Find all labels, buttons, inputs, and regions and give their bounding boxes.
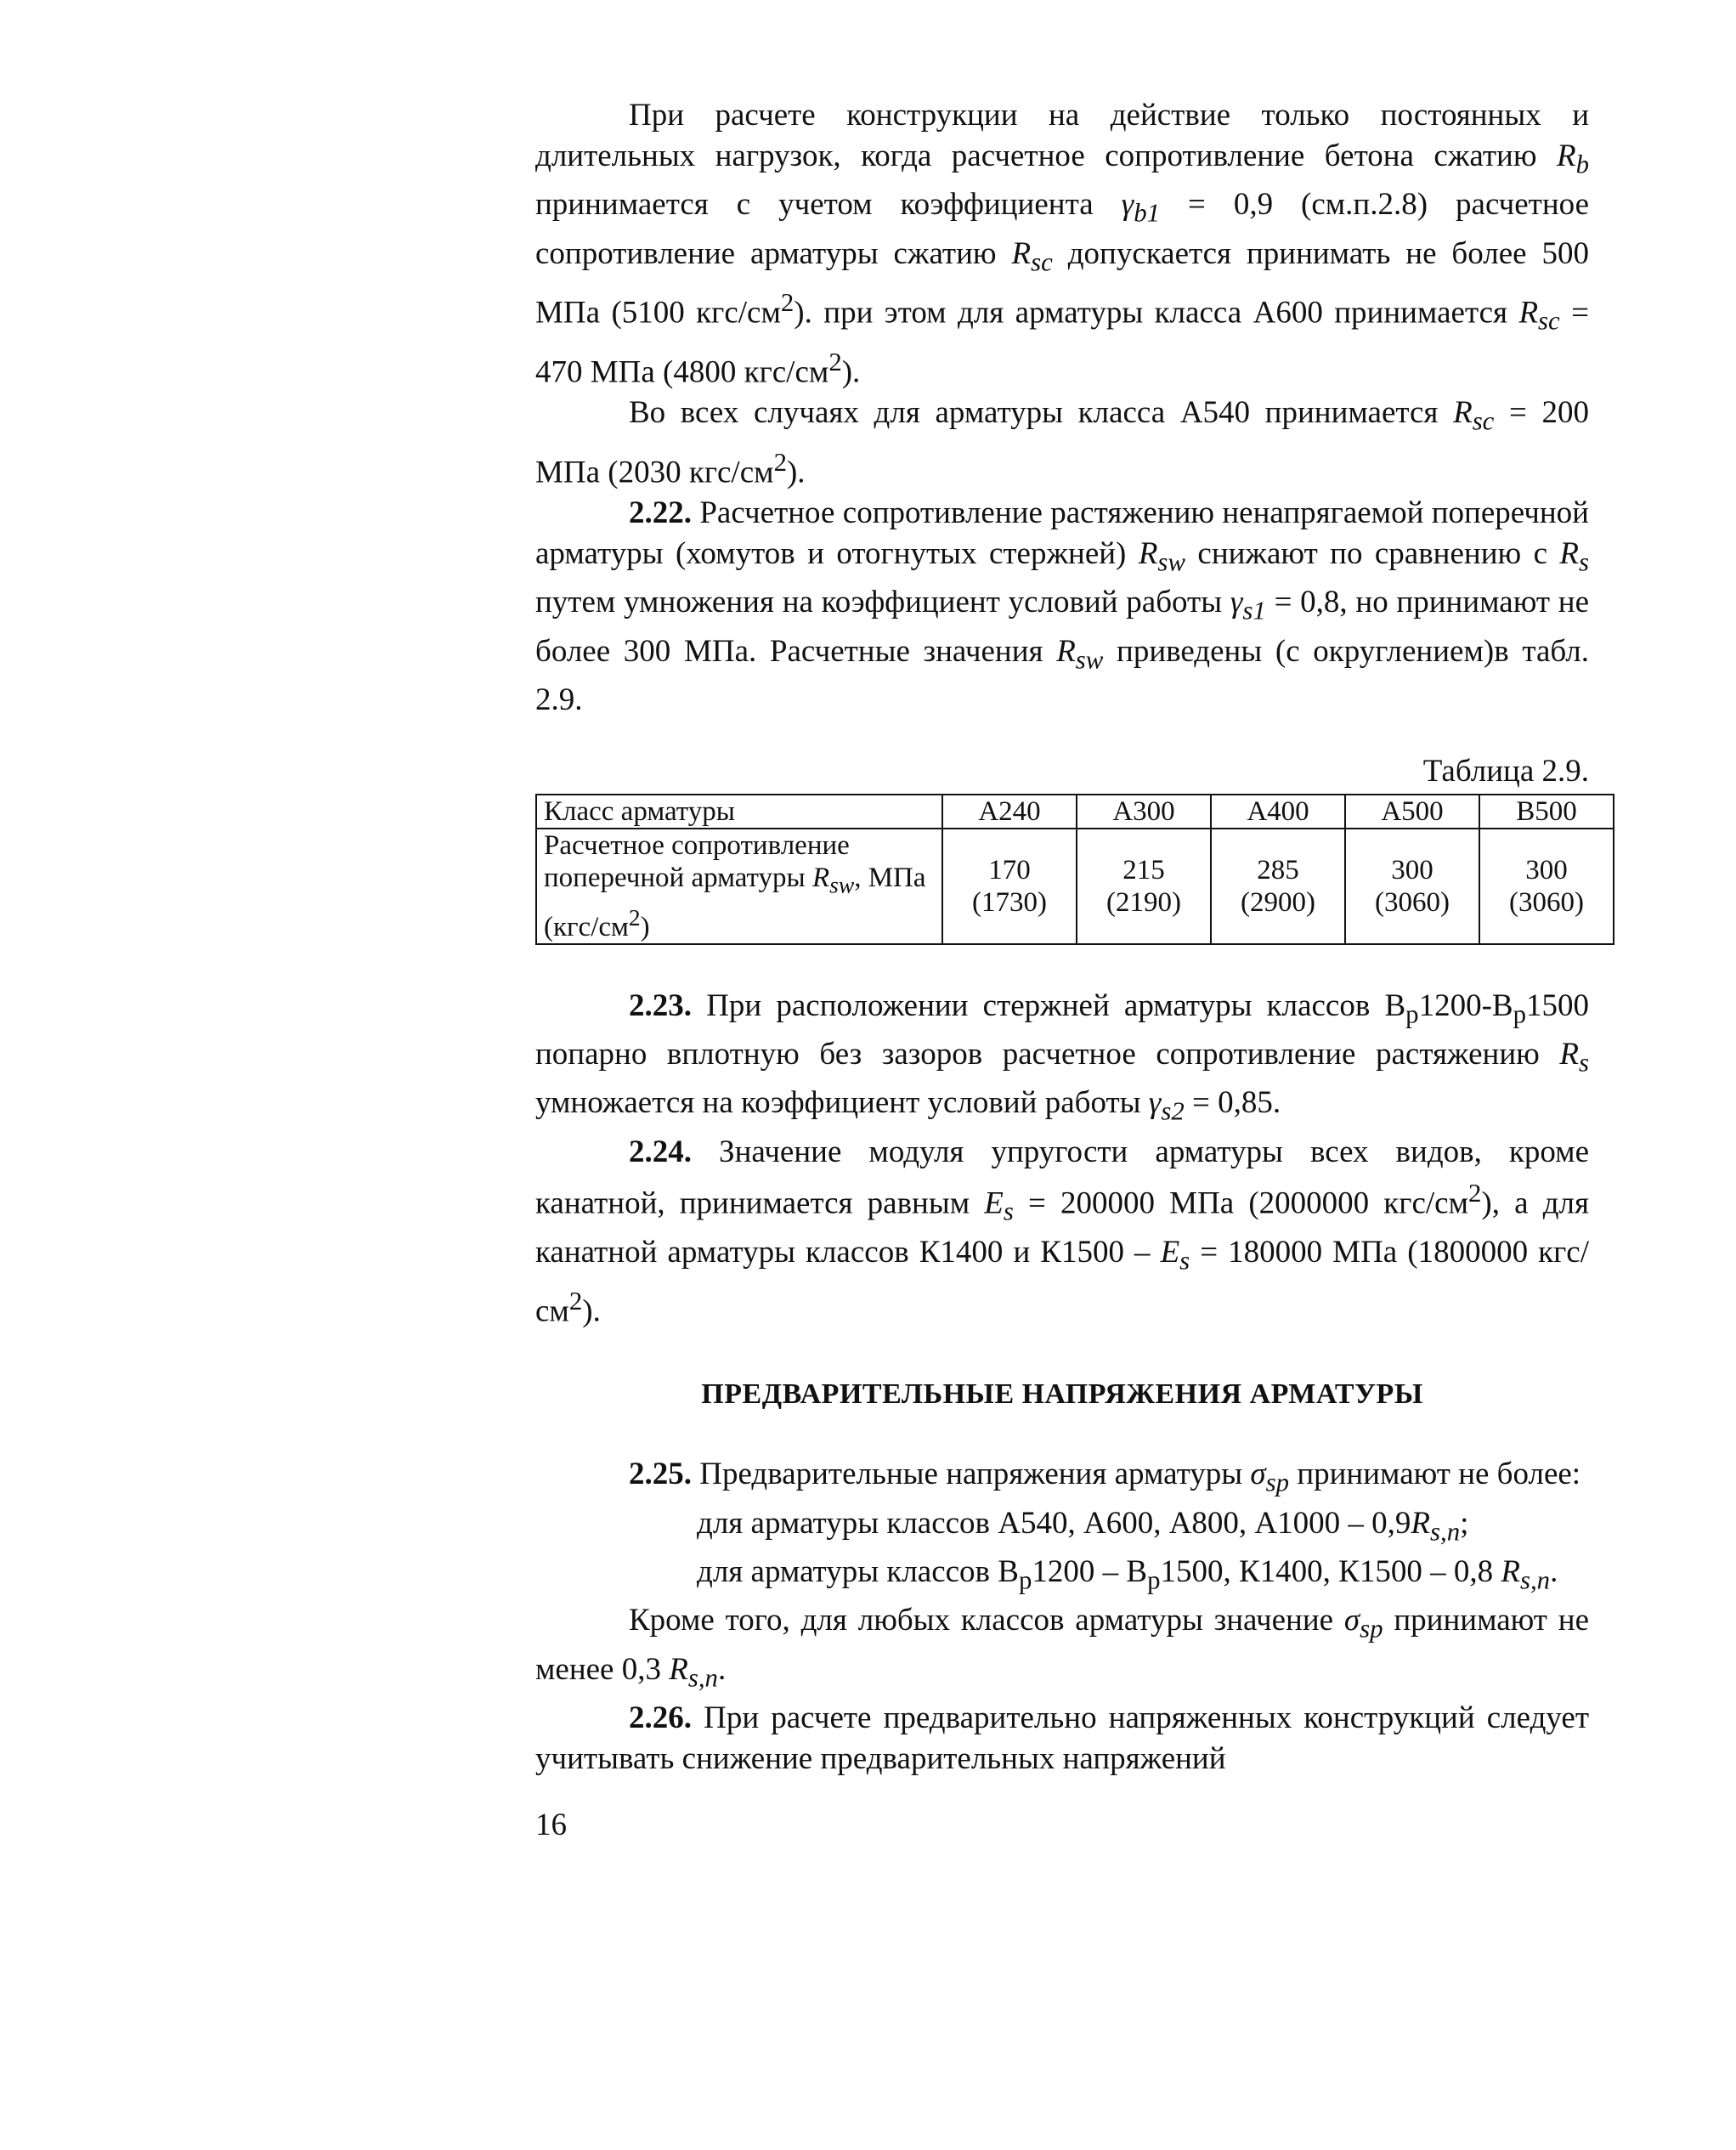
page-number: 16 [535, 1808, 567, 1843]
list-item-a540: для арматуры классов А540, А600, А800, $А1000 - 0,9R_{s,n}$; [697, 1505, 1469, 1547]
paragraph-a540: Во всех случаях для арматуры класса А540 принимается $R_{sc} = 200$ МПа (2030 кгс/$см^2$). [535, 395, 1589, 489]
class-cell: В500 [1479, 795, 1614, 829]
paragraph-2-25: 2.25. Предварительные напряжения арматуры $\sigma_{sp}$ принимают не более: [629, 1457, 1581, 1497]
resistance-table [535, 794, 1614, 945]
value-cell: 170 (1730) [942, 829, 1077, 944]
paragraph-min-stress: Кроме того, для любых классов арматуры значение $\sigma_{sp}$ принимают не менее 0,3 $R_{s,n}$. [535, 1603, 1589, 1693]
paragraph-2-22: 2.22. Расчетное сопротивление растяжению ненапрягаемой поперечной арматуры (хомутов и отогнутых стержней) $R_{sw}$ снижают по сравнению с $R_s$ путем умножения на коэффициент условий работы $\gamma_{s1} = 0,8$, но принимают не более 300 МПа. Расчетные значения $R_{sw}$ приведены (с округлением)в табл. 2.9. [535, 495, 1590, 718]
class-cell: А500 [1345, 795, 1479, 829]
value-cell: 300 (3060) [1345, 829, 1479, 944]
table-data-row [536, 829, 1614, 944]
value-cell: 285 (2900) [1211, 829, 1345, 944]
class-cell: А240 [942, 795, 1077, 829]
value-cell: 215 (2190) [1077, 829, 1211, 944]
value-cell: 300 (3060) [1479, 829, 1614, 944]
list-item-bp1200: для арматуры классов $В_р1200 - В_р1500$, К1400, К1500 – 0,8 $R_{s,n}$. [697, 1554, 1558, 1595]
table-header-row [536, 795, 1614, 829]
header-label-cell: Класс арматуры [536, 795, 942, 829]
paragraph-2-24: 2.24. Значение модуля упругости арматуры всех видов, кроме канатной, принимается равным $E_s = 200000$ МПа (2000000 кгс/$см^2$), а для канатной арматуры классов К1400 и $К1500 - E_s = 180000$ МПа (1800000 кгс/$см^2$). [535, 1134, 1590, 1329]
section-heading: ПРЕДВАРИТЕЛЬНЫЕ НАПРЯЖЕНИЯ АРМАТУРЫ [701, 1378, 1423, 1411]
table-caption: Таблица 2.9. [1422, 754, 1589, 789]
class-cell: А300 [1077, 795, 1211, 829]
page-content [535, 95, 1589, 1846]
paragraph-2-23: 2.23. При расположении стержней арматуры классов $В_р1200-В_р1500$ попарно вплотную без зазоров расчетное сопротивление растяжению $R_s$ умножается на коэффициент условий работы $\gamma_{s2} = 0,85$. [535, 987, 1590, 1126]
paragraph-2-26: 2.26. При расчете предварительно напряженных конструкций следует учитывать снижение предварительных напряжений [535, 1700, 1589, 1777]
paragraph-compression-resistance: При расчете конструкции на действие только постоянных и длительных нагрузок, когда расчетное сопротивление бетона сжатию $R_b$ принимается с учетом коэффициента $\gamma_{b1} = 0,9$ (см.п.2.8) расчетное сопротивление арматуры сжатию $R_{sc}$ допускается принимать не более 500 МПа (5100 кгс/$см^2$). при этом для арматуры класса А600 принимается $R_{sc} = 470$ МПа (4800 кгс/$см^2$). [535, 98, 1590, 390]
row-label-cell: Расчетное сопротивление поперечной арматуры $R_{sw}$, МПа $(кгс/см^2)$ [536, 829, 942, 944]
class-cell: А400 [1211, 795, 1345, 829]
